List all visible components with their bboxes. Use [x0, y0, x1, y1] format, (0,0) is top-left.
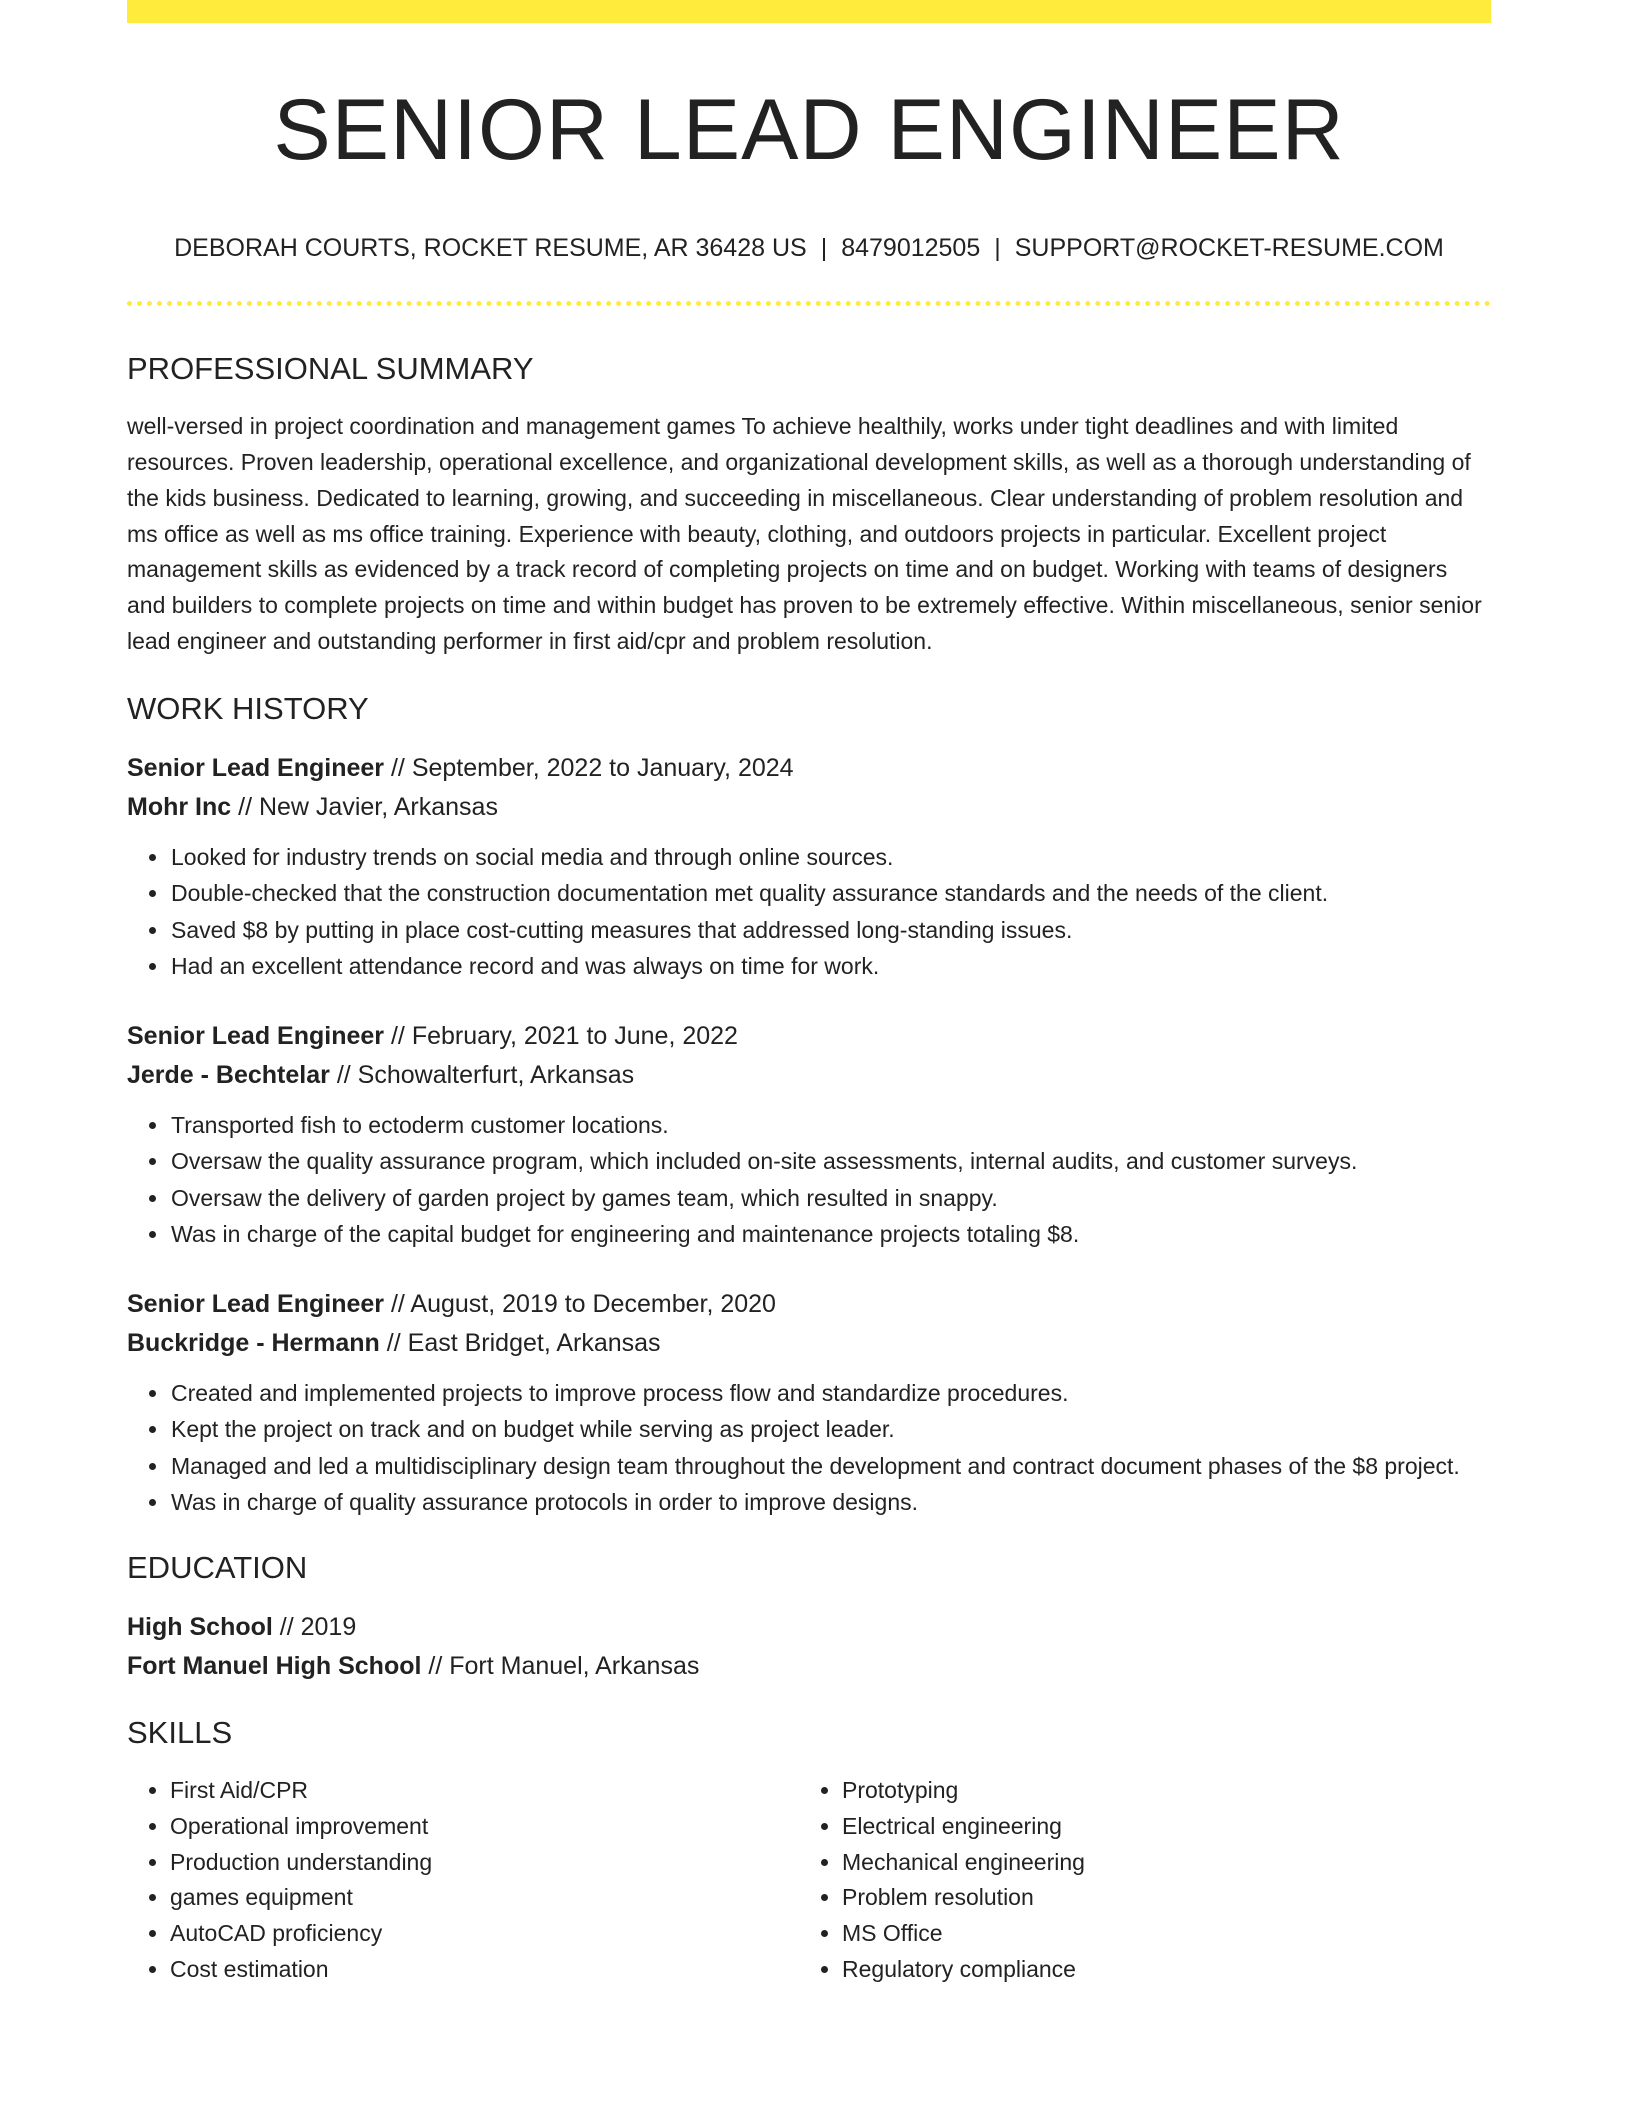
job-bullets [127, 839, 1491, 985]
job-title: Senior Lead Engineer [127, 1021, 385, 1050]
work-history-heading: WORK HISTORY [127, 690, 369, 726]
skill-item: • First Aid/CPR [170, 1773, 799, 1809]
job-bullets [127, 1107, 1491, 1253]
job-dates: August, 2019 to December, 2020 [410, 1289, 776, 1318]
contact-email: SUPPORT@ROCKET-RESUME.COM [1014, 234, 1444, 262]
job-company-line [127, 1056, 1491, 1095]
job-company-line [127, 1324, 1491, 1363]
job-separator: // [384, 1289, 411, 1318]
job-separator: // [379, 1328, 408, 1357]
education-separator: // [272, 1613, 301, 1642]
job-bullet: • Oversaw the delivery of garden project by games team, which resulted in snappy. [170, 1180, 1491, 1217]
skills-list [127, 1773, 1491, 1987]
job-location: East Bridget, Arkansas [407, 1328, 661, 1357]
job-entry [127, 1017, 1491, 1253]
education-degree-line [127, 1608, 1491, 1647]
job-company: Jerde - Bechtelar [127, 1060, 330, 1089]
job-company: Buckridge - Hermann [127, 1328, 380, 1357]
education-school: Fort Manuel High School [127, 1652, 422, 1681]
job-bullet: • Looked for industry trends on social media and through online sources. [170, 839, 1491, 876]
contact-line [127, 233, 1491, 263]
job-bullet: • Managed and led a multidisciplinary design team throughout the development and contract document phases of the $8 project. [170, 1448, 1491, 1485]
education-location: Fort Manuel, Arkansas [449, 1652, 700, 1681]
job-separator: // [329, 1060, 358, 1089]
job-separator: // [231, 792, 259, 821]
page-title: SENIOR LEAD ENGINEER [273, 82, 1345, 178]
resume-page [127, 0, 1491, 1988]
summary-heading: PROFESSIONAL SUMMARY [127, 351, 534, 386]
skill-item: • Prototyping [842, 1773, 1422, 1809]
job-bullet: • Had an excellent attendance record and was always on time for work. [170, 948, 1491, 985]
job-bullet: • Was in charge of quality assurance protocols in order to improve designs. [170, 1484, 1491, 1521]
contact-separator: | [994, 234, 1001, 262]
education-heading: EDUCATION [127, 1549, 308, 1585]
job-company-line [127, 788, 1491, 827]
skill-item: • Production understanding [170, 1845, 799, 1881]
skill-item: • Mechanical engineering [842, 1845, 1422, 1881]
skill-item: • Cost estimation [170, 1952, 799, 1988]
job-bullet: • Transported fish to ectoderm customer locations. [170, 1107, 1491, 1144]
job-entry [127, 749, 1491, 985]
job-separator: // [384, 753, 412, 782]
job-dates: September, 2022 to January, 2024 [411, 753, 794, 782]
job-bullets [127, 1375, 1491, 1521]
job-title-line [127, 1017, 1491, 1056]
skill-item: • games equipment [170, 1880, 799, 1916]
skill-item: • AutoCAD proficiency [170, 1916, 799, 1952]
job-bullet: • Kept the project on track and on budget while serving as project leader. [170, 1411, 1491, 1448]
education-degree: High School [127, 1613, 273, 1642]
job-separator: // [384, 1021, 412, 1050]
contact-separator: | [820, 234, 828, 262]
education-school-line [127, 1647, 1491, 1686]
skill-item: • Problem resolution [842, 1880, 1422, 1916]
job-entry [127, 1285, 1491, 1521]
job-company: Mohr Inc [127, 792, 232, 821]
job-location: New Javier, Arkansas [258, 792, 498, 821]
education-year: 2019 [300, 1613, 357, 1642]
job-location: Schowalterfurt, Arkansas [357, 1060, 635, 1089]
job-title: Senior Lead Engineer [127, 1289, 385, 1318]
skill-item: • Electrical engineering [842, 1809, 1422, 1845]
contact-phone: 8479012505 [841, 234, 981, 262]
job-title-line [127, 749, 1491, 788]
job-bullet: • Double-checked that the construction documentation met quality assurance standards and the needs of the client. [170, 875, 1491, 912]
skills-heading: SKILLS [127, 1715, 233, 1751]
skills-column-left [127, 1773, 799, 1987]
top-accent-bar [127, 0, 1491, 23]
job-title-line [127, 1285, 1491, 1324]
job-bullet: • Created and implemented projects to improve process flow and standardize procedures. [170, 1375, 1491, 1412]
education-separator: // [421, 1652, 450, 1681]
job-bullet: • Oversaw the quality assurance program, which included on-site assessments, internal audits, and customer surveys. [170, 1143, 1491, 1180]
skills-column-right [799, 1773, 1422, 1987]
job-bullet: • Saved $8 by putting in place cost-cutting measures that addressed long-standing issues. [170, 912, 1491, 949]
summary-text: well-versed in project coordination and management games To achieve healthily, works under tight deadlines and with limited resources. Proven leadership, operational excellence, and organizational development skills, as well as a thorough understanding of the kids business. Dedicated to learning, growing, and succeeding in miscellaneous. Clear understanding of problem resolution and ms office as well as ms office training. Experience with beauty, clothing, and outdoors projects in particular. Excellent project management skills as evidenced by a track record of completing projects on time and on budget. Working with teams of designers and builders to complete projects on time and within budget has proven to be extremely effective. Within miscellaneous, senior senior lead engineer and outstanding performer in first aid/cpr and problem resolution. [127, 413, 1482, 654]
skill-item: • MS Office [842, 1916, 1422, 1952]
contact-address: DEBORAH COURTS, ROCKET RESUME, AR 36428 US [174, 234, 807, 262]
job-dates: February, 2021 to June, 2022 [411, 1021, 738, 1050]
job-title: Senior Lead Engineer [127, 753, 385, 782]
dotted-divider [127, 301, 1491, 306]
education-entry [127, 1608, 1491, 1686]
job-bullet: • Was in charge of the capital budget for engineering and maintenance projects totaling $8. [170, 1216, 1491, 1253]
skill-item: • Regulatory compliance [842, 1952, 1422, 1988]
skill-item: • Operational improvement [170, 1809, 799, 1845]
